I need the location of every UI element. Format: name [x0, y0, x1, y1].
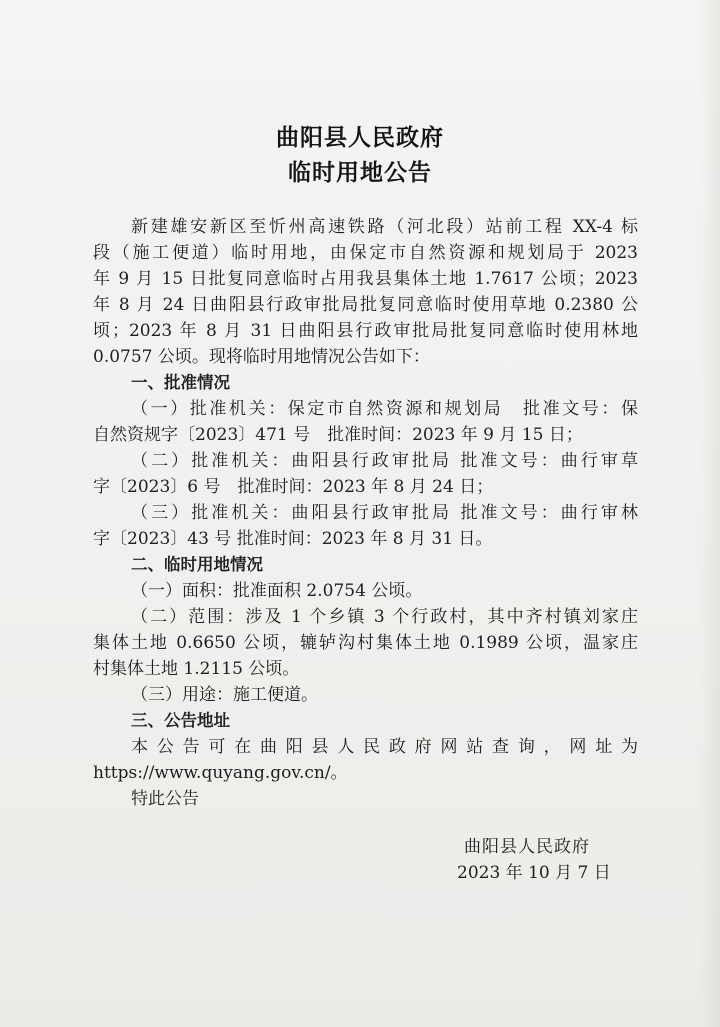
- intro-line-5: 顷；2023 年 8 月 31 日曲阳县行政审批局批复同意临时使用林地: [93, 321, 638, 341]
- approval-line-2: 自然资规字〔2023〕471 号 批准时间：2023 年 9 月 15 日；: [93, 425, 583, 445]
- intro-line-2: 段（施工便道）临时用地，由保定市自然资源和规划局于 2023: [93, 243, 638, 263]
- approval-line-1: （一）批准机关：保定市自然资源和规划局 批准文号：保: [131, 399, 638, 419]
- land-line-5: （三）用途：施工便道。: [131, 685, 318, 705]
- approval-line-3: （二）批准机关：曲阳县行政审批局 批准文号：曲行审草: [131, 451, 638, 471]
- document-title: 曲阳县人民政府: [276, 125, 444, 151]
- intro-line-4: 年 8 月 24 日曲阳县行政审批局批复同意临时使用草地 0.2380 公: [93, 295, 638, 315]
- land-line-4: 村集体土地 1.2115 公顷。: [93, 659, 300, 679]
- land-line-1: （一）面积：批准面积 2.0754 公顷。: [131, 581, 423, 601]
- signature-issuer: 曲阳县人民政府: [464, 837, 590, 857]
- closing-text: 特此公告: [131, 789, 199, 809]
- approval-line-5: （三）批准机关：曲阳县行政审批局 批准文号：曲行审林: [131, 503, 638, 523]
- land-line-3: 集体土地 0.6650 公顷，辘轳沟村集体土地 0.1989 公顷，温家庄: [93, 633, 638, 653]
- document-subtitle: 临时用地公告: [288, 160, 432, 186]
- intro-line-6: 0.0757 公顷。现将临时用地情况公告如下：: [93, 347, 430, 367]
- signature-date: 2023 年 10 月 7 日: [457, 863, 611, 883]
- address-line-1: 本公告可在曲阳县人民政府网站查询，网址为: [131, 737, 638, 757]
- section-heading-land: 二、临时用地情况: [131, 555, 263, 574]
- approval-line-6: 字〔2023〕43 号 批准时间：2023 年 8 月 31 日。: [93, 529, 493, 549]
- section-heading-address: 三、公告地址: [131, 711, 230, 730]
- intro-line-1: 新建雄安新区至忻州高速铁路（河北段）站前工程 XX-4 标: [131, 217, 638, 237]
- land-line-2: （二）范围：涉及 1 个乡镇 3 个行政村，其中齐村镇刘家庄: [131, 607, 638, 627]
- website-url: https://www.quyang.gov.cn/。: [93, 763, 348, 783]
- approval-line-4: 字〔2023〕6 号 批准时间：2023 年 8 月 24 日；: [93, 477, 494, 497]
- intro-line-3: 年 9 月 15 日批复同意临时占用我县集体土地 1.7617 公顷；2023: [93, 269, 638, 289]
- section-heading-approval: 一、批准情况: [131, 373, 230, 392]
